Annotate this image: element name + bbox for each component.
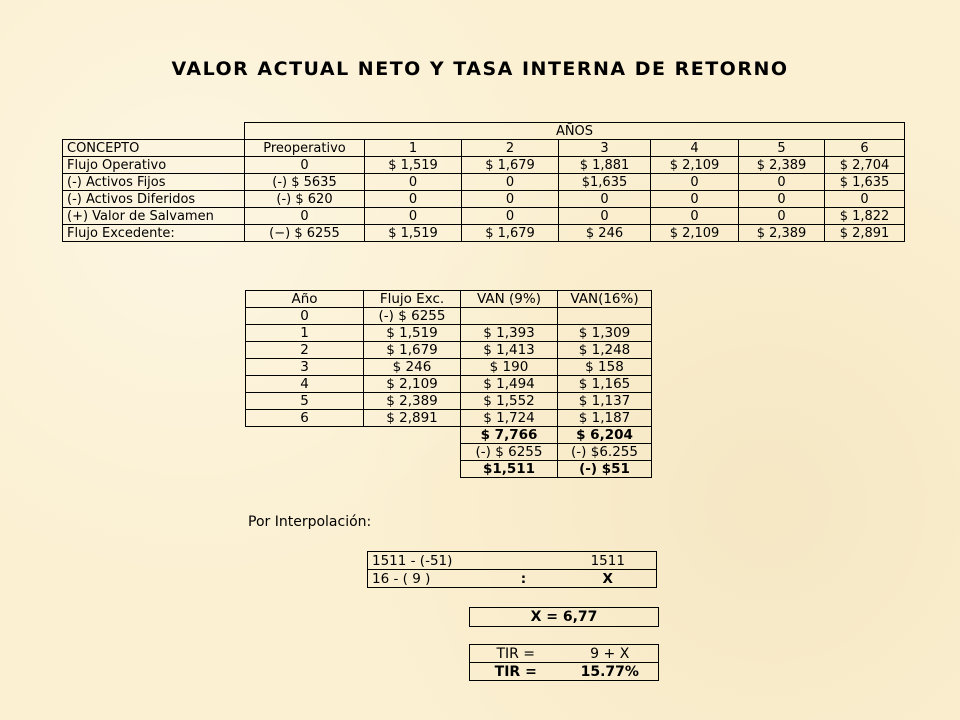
concept-cell: (-) Activos Fijos xyxy=(63,174,245,191)
value-cell: $ 2,891 xyxy=(364,410,461,427)
value-cell: $ 2,109 xyxy=(364,376,461,393)
interp-denominator: 16 - ( 9 ) xyxy=(368,570,488,588)
table-row xyxy=(368,570,657,588)
investment-row xyxy=(246,444,652,461)
value-cell: 0 xyxy=(739,208,825,225)
value-cell: $ 1,187 xyxy=(558,410,652,427)
year-cell: 6 xyxy=(246,410,364,427)
interp-separator: : xyxy=(488,570,560,588)
van-table xyxy=(245,290,652,478)
concept-cell: (+) Valor de Salvamen xyxy=(63,208,245,225)
table-row xyxy=(246,308,652,325)
tir-label: TIR = xyxy=(470,663,562,681)
value-cell: 0 xyxy=(651,174,739,191)
value-cell: 0 xyxy=(245,208,365,225)
year-cell: 2 xyxy=(246,342,364,359)
total-cell: $ 7,766 xyxy=(461,427,558,444)
value-cell: 0 xyxy=(365,208,462,225)
value-cell: $ 1,822 xyxy=(825,208,905,225)
value-cell: $ 158 xyxy=(558,359,652,376)
value-cell: 0 xyxy=(462,191,559,208)
result-cell: (-) $51 xyxy=(558,461,652,478)
value-cell: $ 1,165 xyxy=(558,376,652,393)
value-cell: $ 1,679 xyxy=(364,342,461,359)
interp-unknown: X xyxy=(560,570,657,588)
result-row xyxy=(246,461,652,478)
header-cell: 4 xyxy=(651,140,739,157)
interp-numerator-value: 1511 xyxy=(560,552,657,570)
year-cell: 3 xyxy=(246,359,364,376)
value-cell: $ 2,389 xyxy=(364,393,461,410)
table-row xyxy=(246,325,652,342)
value-cell: 0 xyxy=(462,208,559,225)
interpolation-table xyxy=(367,551,657,588)
header-cell: 2 xyxy=(462,140,559,157)
value-cell: $ 1,137 xyxy=(558,393,652,410)
value-cell: $ 2,389 xyxy=(739,157,825,174)
header-cell: 5 xyxy=(739,140,825,157)
value-cell: $ 1,679 xyxy=(462,225,559,242)
year-cell: 5 xyxy=(246,393,364,410)
value-cell: (-) $ 6255 xyxy=(364,308,461,325)
totals-row xyxy=(246,427,652,444)
value-cell: 0 xyxy=(739,191,825,208)
header-cell: Flujo Exc. xyxy=(364,291,461,308)
value-cell: $1,635 xyxy=(559,174,651,191)
value-cell: 0 xyxy=(739,174,825,191)
year-cell: 4 xyxy=(246,376,364,393)
value-cell: $ 1,393 xyxy=(461,325,558,342)
value-cell: $ 246 xyxy=(364,359,461,376)
table-row xyxy=(63,191,905,208)
table-header-row xyxy=(246,291,652,308)
value-cell: $ 1,413 xyxy=(461,342,558,359)
cash-flow-table xyxy=(62,122,905,242)
table-row xyxy=(246,376,652,393)
value-cell: $ 2,389 xyxy=(739,225,825,242)
page-title: VALOR ACTUAL NETO Y TASA INTERNA DE RETORNO xyxy=(171,58,789,80)
x-result-table xyxy=(469,607,659,627)
value-cell: (-) $ 5635 xyxy=(245,174,365,191)
value-cell: 0 xyxy=(651,208,739,225)
value-cell: $ 1,248 xyxy=(558,342,652,359)
value-cell: $ 2,891 xyxy=(825,225,905,242)
tir-formula: 9 + X xyxy=(562,645,659,663)
value-cell: $ 1,519 xyxy=(365,225,462,242)
value-cell: $ 1,519 xyxy=(365,157,462,174)
table-row xyxy=(246,342,652,359)
value-cell: $ 1,494 xyxy=(461,376,558,393)
value-cell: $ 2,109 xyxy=(651,225,739,242)
value-cell: 0 xyxy=(651,191,739,208)
table-row xyxy=(246,393,652,410)
value-cell: $ 246 xyxy=(559,225,651,242)
value-cell: $ 2,109 xyxy=(651,157,739,174)
value-cell: 0 xyxy=(462,174,559,191)
table-row xyxy=(63,208,905,225)
year-cell: 0 xyxy=(246,308,364,325)
tir-label: TIR = xyxy=(470,645,562,663)
concept-cell: Flujo Excedente: xyxy=(63,225,245,242)
table-row xyxy=(246,410,652,427)
year-cell: 1 xyxy=(246,325,364,342)
value-cell: $ 1,519 xyxy=(364,325,461,342)
value-cell: (-) $ 620 xyxy=(245,191,365,208)
header-cell: VAN (9%) xyxy=(461,291,558,308)
header-cell: 6 xyxy=(825,140,905,157)
years-header: AÑOS xyxy=(245,123,905,140)
result-cell: $1,511 xyxy=(461,461,558,478)
value-cell: 0 xyxy=(559,191,651,208)
table-row xyxy=(63,157,905,174)
value-cell: $ 1,679 xyxy=(462,157,559,174)
investment-cell: (-) $6.255 xyxy=(558,444,652,461)
interpolation-label: Por Interpolación: xyxy=(248,514,372,530)
concept-cell: Flujo Operativo xyxy=(63,157,245,174)
investment-cell: (-) $ 6255 xyxy=(461,444,558,461)
header-cell: Preoperativo xyxy=(245,140,365,157)
value-cell: $ 1,552 xyxy=(461,393,558,410)
header-cell: 3 xyxy=(559,140,651,157)
header-cell: VAN(16%) xyxy=(558,291,652,308)
value-cell: 0 xyxy=(245,157,365,174)
header-cell: CONCEPTO xyxy=(63,140,245,157)
value-cell: (−) $ 6255 xyxy=(245,225,365,242)
table-row xyxy=(63,123,905,140)
tir-table xyxy=(469,644,659,681)
value-cell: 0 xyxy=(825,191,905,208)
value-cell: $ 2,704 xyxy=(825,157,905,174)
table-row xyxy=(63,225,905,242)
value-cell: $ 190 xyxy=(461,359,558,376)
x-result: X = 6,77 xyxy=(470,608,659,627)
value-cell xyxy=(558,308,652,325)
table-header-row xyxy=(63,140,905,157)
table-row xyxy=(470,663,659,681)
tir-value: 15.77% xyxy=(562,663,659,681)
value-cell: 0 xyxy=(365,174,462,191)
value-cell: 0 xyxy=(559,208,651,225)
header-cell: Año xyxy=(246,291,364,308)
value-cell: $ 1,309 xyxy=(558,325,652,342)
table-row xyxy=(368,552,657,570)
table-row xyxy=(63,174,905,191)
total-cell: $ 6,204 xyxy=(558,427,652,444)
value-cell: $ 1,724 xyxy=(461,410,558,427)
value-cell xyxy=(461,308,558,325)
interp-numerator: 1511 - (-51) xyxy=(368,552,560,570)
table-row xyxy=(470,645,659,663)
header-cell: 1 xyxy=(365,140,462,157)
value-cell: $ 1,635 xyxy=(825,174,905,191)
table-row xyxy=(246,359,652,376)
value-cell: 0 xyxy=(365,191,462,208)
concept-cell: (-) Activos Diferidos xyxy=(63,191,245,208)
value-cell: $ 1,881 xyxy=(559,157,651,174)
